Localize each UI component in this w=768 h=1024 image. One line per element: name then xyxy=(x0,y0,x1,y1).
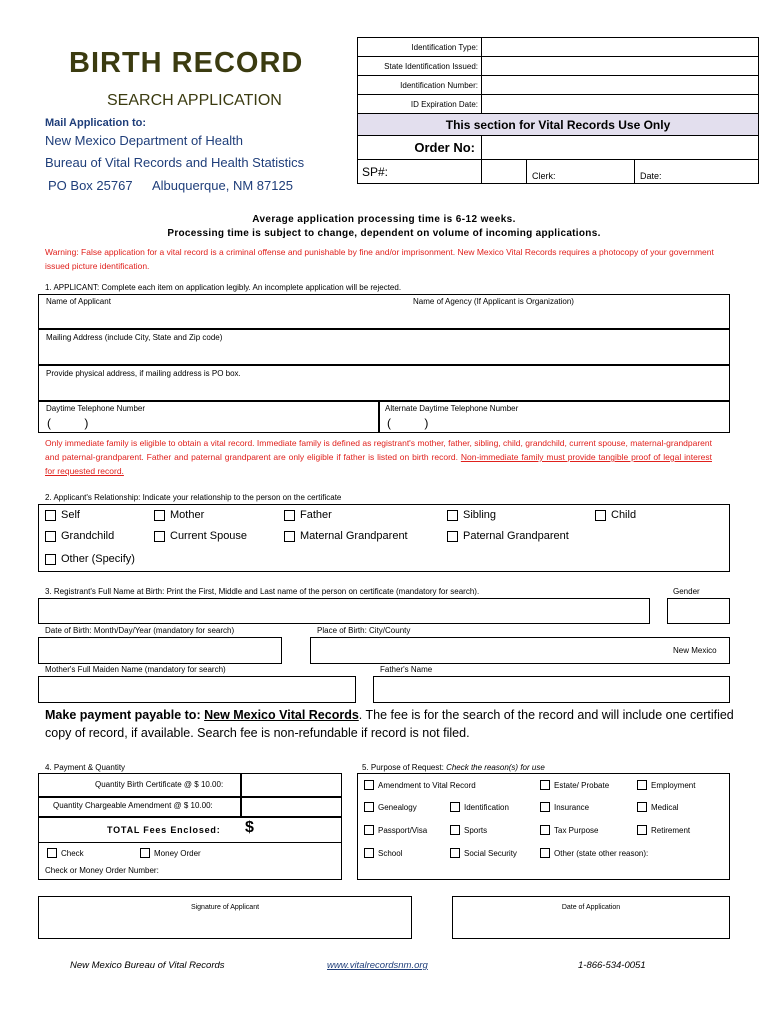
po-box: PO Box 25767 xyxy=(48,178,133,193)
processing-time: Average application processing time is 6-12 weeks. xyxy=(252,214,516,225)
physical-address-label: Provide physical address, if mailing address is PO box. xyxy=(46,369,241,378)
checkbox[interactable] xyxy=(45,531,56,542)
dept-name: New Mexico Department of Health xyxy=(45,133,243,148)
pay-money-order[interactable]: Money Order xyxy=(140,848,201,858)
mail-to-label: Mail Application to: xyxy=(45,117,147,129)
father-field[interactable] xyxy=(373,676,730,703)
checkbox[interactable] xyxy=(447,531,458,542)
checkbox[interactable] xyxy=(595,510,606,521)
signature-field[interactable] xyxy=(38,896,412,939)
state-issued-field[interactable] xyxy=(482,57,759,76)
pob-state: New Mexico xyxy=(673,646,717,655)
bureau-name: Bureau of Vital Records and Health Statistics xyxy=(45,155,305,170)
form-subtitle: SEARCH APPLICATION xyxy=(107,92,282,109)
rel-father[interactable]: Father xyxy=(284,509,332,521)
pob-field[interactable] xyxy=(310,637,730,664)
id-section-table xyxy=(357,37,759,184)
footer-bureau: New Mexico Bureau of Vital Records xyxy=(70,960,225,971)
purpose-retirement[interactable]: Retirement xyxy=(637,825,690,835)
qty-amend-label: Quantity Chargeable Amendment @ $ 10.00: xyxy=(53,801,213,810)
applicant-name-box[interactable] xyxy=(38,294,730,329)
alt-phone-area: ( ) xyxy=(387,416,429,430)
processing-note: Processing time is subject to change, dependent on volume of incoming applications. xyxy=(167,228,601,239)
purpose-school[interactable]: School xyxy=(364,848,402,858)
id-number-field[interactable] xyxy=(482,76,759,95)
warning-text: Warning: False application for a vital record is a criminal offense and punishable by fine and/or imprisonment. New Mexico Vital Records requires a photocopy of your government issued picture identification. xyxy=(45,247,714,271)
rel-other[interactable]: Other (Specify) xyxy=(45,553,135,565)
checkbox[interactable] xyxy=(637,825,647,835)
checkbox[interactable] xyxy=(364,848,374,858)
checkbox[interactable] xyxy=(284,531,295,542)
purpose-genealogy[interactable]: Genealogy xyxy=(364,802,417,812)
checkbox[interactable] xyxy=(154,531,165,542)
rel-self[interactable]: Self xyxy=(45,509,80,521)
rel-maternal-grandparent[interactable]: Maternal Grandparent xyxy=(284,530,408,542)
form-title: BIRTH RECORD xyxy=(69,47,304,79)
day-phone-label: Daytime Telephone Number xyxy=(46,404,146,413)
purpose-amendment[interactable]: Amendment to Vital Record xyxy=(364,780,476,790)
dob-field[interactable] xyxy=(38,637,282,664)
checkbox[interactable] xyxy=(45,554,56,565)
day-phone-area: ( ) xyxy=(47,416,89,430)
checkbox[interactable] xyxy=(364,825,374,835)
state-issued-label: State Identification Issued: xyxy=(358,57,482,76)
id-type-field[interactable] xyxy=(482,38,759,57)
checkbox[interactable] xyxy=(364,802,374,812)
rel-sibling[interactable]: Sibling xyxy=(447,509,496,521)
purpose-passport[interactable]: Passport/Visa xyxy=(364,825,427,835)
checkbox[interactable] xyxy=(450,802,460,812)
check-number-label: Check or Money Order Number: xyxy=(45,866,159,875)
clerk-label: Clerk: xyxy=(527,160,635,184)
payment-note: Make payment payable to: New Mexico Vital Records. The fee is for the search of the record and will include one certified copy of record, if available. Search fee is non-refundable if record is not filed. xyxy=(45,708,734,740)
application-date-label: Date of Application xyxy=(561,904,621,911)
checkbox[interactable] xyxy=(140,848,150,858)
alt-phone-label: Alternate Daytime Telephone Number xyxy=(385,404,519,413)
order-no-label: Order No: xyxy=(358,136,482,160)
father-label: Father's Name xyxy=(380,665,433,674)
checkbox[interactable] xyxy=(284,510,295,521)
signature-label: Signature of Applicant xyxy=(190,904,260,911)
mother-field[interactable] xyxy=(38,676,356,703)
rel-grandchild[interactable]: Grandchild xyxy=(45,530,114,542)
gender-label: Gender xyxy=(673,587,700,596)
checkbox[interactable] xyxy=(450,825,460,835)
rel-mother[interactable]: Mother xyxy=(154,509,204,521)
checkbox[interactable] xyxy=(447,510,458,521)
purpose-medical[interactable]: Medical xyxy=(637,802,679,812)
purpose-identification[interactable]: Identification xyxy=(450,802,509,812)
id-type-label: Identification Type: xyxy=(358,38,482,57)
id-number-label: Identification Number: xyxy=(358,76,482,95)
agency-name-label: Name of Agency (If Applicant is Organization) xyxy=(413,297,574,306)
date-label: Date: xyxy=(635,160,759,184)
rel-paternal-grandparent[interactable]: Paternal Grandparent xyxy=(447,530,569,542)
order-no-field[interactable] xyxy=(482,136,759,160)
total-label: TOTAL Fees Enclosed: xyxy=(107,825,221,835)
sp-field[interactable] xyxy=(482,160,527,184)
mother-label: Mother's Full Maiden Name (mandatory for search) xyxy=(45,665,226,674)
applicant-heading: 1. APPLICANT: Complete each item on application legibly. An incomplete application will be rejected. xyxy=(45,283,402,292)
vital-records-use-only: This section for Vital Records Use Only xyxy=(358,114,759,136)
rel-current-spouse[interactable]: Current Spouse xyxy=(154,530,247,542)
purpose-heading: 5. Purpose of Request: Check the reason(s) for use xyxy=(362,763,545,772)
mailing-address-label: Mailing Address (include City, State and Zip code) xyxy=(46,333,223,342)
qty-amend-field[interactable] xyxy=(241,797,342,817)
family-eligibility-note: Only immediate family is eligible to obtain a vital record. Immediate family is defined as registrant's mother, father, sibling, child, grandchild, current spouse, maternal-grandparent and paternal-grandparent. Father and paternal grandparent are only eligible if father is listed on birth record. Non-immediate family must provide tangible proof of legal interest for requested record. xyxy=(45,438,712,476)
purpose-other[interactable]: Other (state other reason): xyxy=(540,848,648,858)
purpose-employment[interactable]: Employment xyxy=(637,780,695,790)
dob-label: Date of Birth: Month/Day/Year (mandatory for search) xyxy=(45,626,235,635)
checkbox[interactable] xyxy=(540,802,550,812)
purpose-sports[interactable]: Sports xyxy=(450,825,487,835)
checkbox[interactable] xyxy=(540,848,550,858)
purpose-social-security[interactable]: Social Security xyxy=(450,848,517,858)
relationship-heading: 2. Applicant's Relationship: Indicate your relationship to the person on the certificate xyxy=(45,493,342,502)
purpose-insurance[interactable]: Insurance xyxy=(540,802,589,812)
gender-field[interactable] xyxy=(667,598,730,624)
city-address: Albuquerque, NM 87125 xyxy=(152,178,293,193)
expiration-field[interactable] xyxy=(482,95,759,114)
total-dollar: $ xyxy=(245,819,254,836)
qty-birth-label: Quantity Birth Certificate @ $ 10.00: xyxy=(95,780,224,789)
checkbox[interactable] xyxy=(450,848,460,858)
checkbox[interactable] xyxy=(154,510,165,521)
footer-website-link[interactable]: www.vitalrecordsnm.org xyxy=(327,960,428,971)
checkbox[interactable] xyxy=(540,780,550,790)
pay-check[interactable]: Check xyxy=(47,848,84,858)
registrant-heading: 3. Registrant's Full Name at Birth: Print the First, Middle and Last name of the person on certificate (mandatory for search). xyxy=(45,587,480,596)
payment-heading: 4. Payment & Quantity xyxy=(45,763,126,772)
checkbox[interactable] xyxy=(47,848,57,858)
applicant-name-label: Name of Applicant xyxy=(46,297,111,306)
checkbox[interactable] xyxy=(637,802,647,812)
registrant-name-field[interactable] xyxy=(38,598,650,624)
expiration-label: ID Expiration Date: xyxy=(358,95,482,114)
application-date-field[interactable] xyxy=(452,896,730,939)
pob-label: Place of Birth: City/County xyxy=(317,626,411,635)
checkbox[interactable] xyxy=(540,825,550,835)
checkbox[interactable] xyxy=(45,510,56,521)
footer-phone: 1-866-534-0051 xyxy=(578,960,646,971)
sp-label: SP#: xyxy=(358,160,482,184)
rel-child[interactable]: Child xyxy=(595,509,636,521)
checkbox[interactable] xyxy=(637,780,647,790)
purpose-estate[interactable]: Estate/ Probate xyxy=(540,780,609,790)
purpose-tax[interactable]: Tax Purpose xyxy=(540,825,598,835)
qty-birth-field[interactable] xyxy=(241,773,342,797)
checkbox[interactable] xyxy=(364,780,374,790)
